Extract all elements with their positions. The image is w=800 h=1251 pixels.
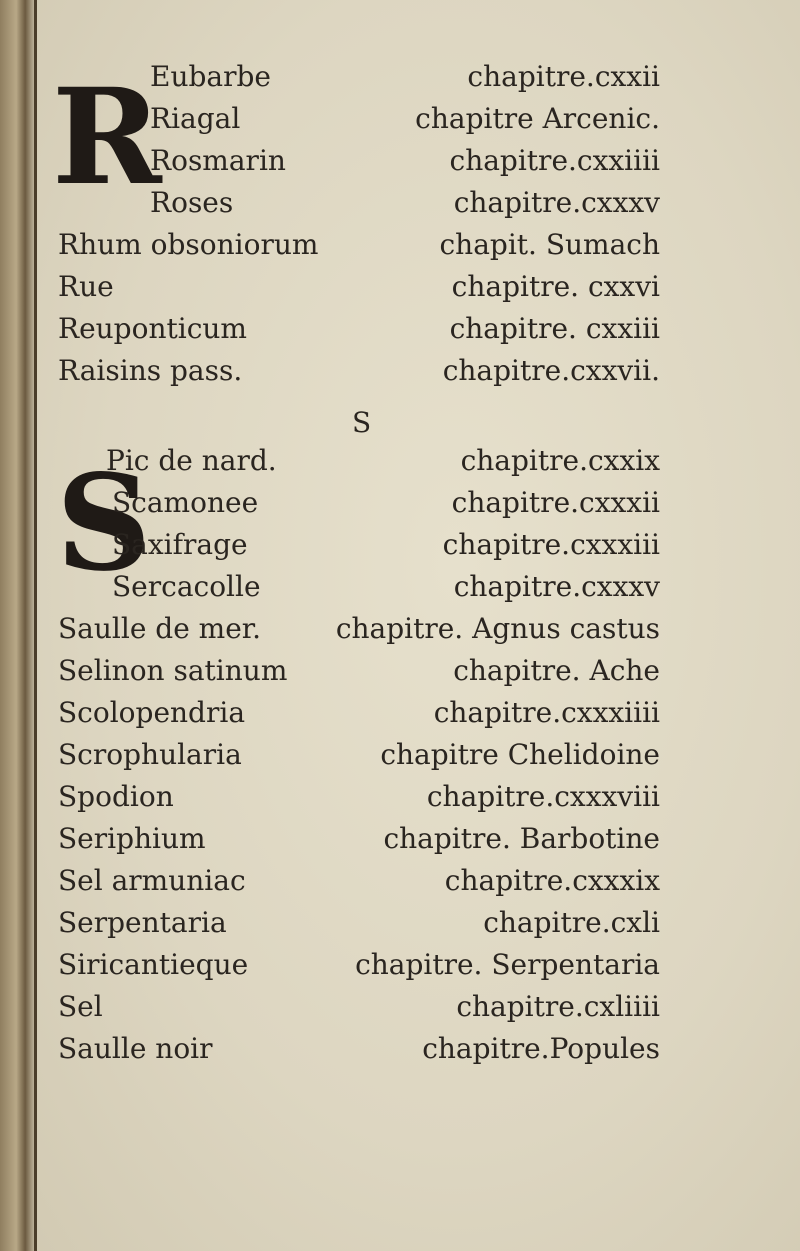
index-row: [0, 308, 800, 350]
index-row: [0, 734, 800, 776]
index-row: [0, 56, 800, 98]
index-row: [0, 608, 800, 650]
entry-reference: chapitre.cxliiii: [456, 990, 660, 1023]
index-row: [0, 482, 800, 524]
entry-term: Rhum obsoniorum: [58, 228, 319, 261]
entry-term: Eubarbe: [150, 60, 271, 93]
entry-term: Rosmarin: [150, 144, 286, 177]
entry-term: Reuponticum: [58, 312, 247, 345]
entry-term: Saxifrage: [112, 528, 248, 561]
index-row: [0, 986, 800, 1028]
index-row: [0, 524, 800, 566]
entry-term: Spodion: [58, 780, 174, 813]
index-row: [0, 98, 800, 140]
entry-reference: chapitre. cxxvi: [451, 270, 660, 303]
index-row: [0, 1028, 800, 1070]
index-row: [0, 350, 800, 392]
entry-reference: chapitre.cxxxv: [453, 186, 660, 219]
entry-term: Riagal: [150, 102, 241, 135]
entry-term: Siricantieque: [58, 948, 249, 981]
entry-term: Raisins pass.: [58, 354, 243, 387]
entry-term: Pic de nard.: [106, 444, 277, 477]
entry-reference: chapitre Chelidoine: [380, 738, 660, 771]
index-row: [0, 818, 800, 860]
entry-term: Scamonee: [112, 486, 259, 519]
index-row: [0, 776, 800, 818]
entry-reference: chapitre.cxxxii: [451, 486, 660, 519]
entry-reference: chapitre. Serpentaria: [355, 948, 660, 981]
entry-reference: chapitre Arcenic.: [415, 102, 660, 135]
entry-reference: chapitre.cxxxviii: [426, 780, 660, 813]
entry-reference: chapitre. Agnus castus: [335, 612, 660, 645]
entry-term: Saulle noir: [58, 1032, 213, 1065]
entry-term: Saulle de mer.: [58, 612, 262, 645]
index-row: [0, 650, 800, 692]
index-row: [0, 440, 800, 482]
drop-cap-s: S: [56, 446, 152, 601]
entry-term: Sercacolle: [112, 570, 261, 603]
entry-reference: chapit. Sumach: [439, 228, 660, 261]
index-row: [0, 692, 800, 734]
entry-term: Serpentaria: [58, 906, 227, 939]
index-row: [0, 944, 800, 986]
entry-term: Sel armuniac: [58, 864, 246, 897]
entry-reference: chapitre.Popules: [422, 1032, 660, 1065]
entry-reference: chapitre.cxxxiii: [442, 528, 660, 561]
entry-reference: chapitre.cxxvii.: [442, 354, 660, 387]
index-row: [0, 860, 800, 902]
entry-reference: chapitre.cxxix: [460, 444, 660, 477]
entry-reference: chapitre. cxxiii: [449, 312, 660, 345]
entry-reference: chapitre.cxxii: [467, 60, 660, 93]
entry-reference: chapitre.cxxxiiii: [433, 696, 660, 729]
entry-term: Seriphium: [58, 822, 206, 855]
entry-reference: chapitre.cxli: [483, 906, 660, 939]
index-row: [0, 266, 800, 308]
entry-reference: chapitre.cxxxix: [444, 864, 660, 897]
entry-term: Scolopendria: [58, 696, 246, 729]
entry-reference: chapitre. Ache: [453, 654, 660, 687]
index-row: [0, 566, 800, 608]
entry-reference: chapitre.cxxiiii: [449, 144, 660, 177]
index-row: [0, 902, 800, 944]
entry-term: Roses: [150, 186, 234, 219]
entry-term: Rue: [58, 270, 114, 303]
entry-term: Scrophularia: [58, 738, 242, 771]
index-row: [0, 182, 800, 224]
entry-reference: chapitre.cxxxv: [453, 570, 660, 603]
entry-reference: chapitre. Barbotine: [383, 822, 660, 855]
index-row: [0, 140, 800, 182]
index-row: [0, 224, 800, 266]
entry-term: Sel: [58, 990, 103, 1023]
section-heading: S: [352, 406, 372, 439]
entry-term: Selinon satinum: [58, 654, 288, 687]
drop-cap-r: R: [52, 60, 162, 215]
